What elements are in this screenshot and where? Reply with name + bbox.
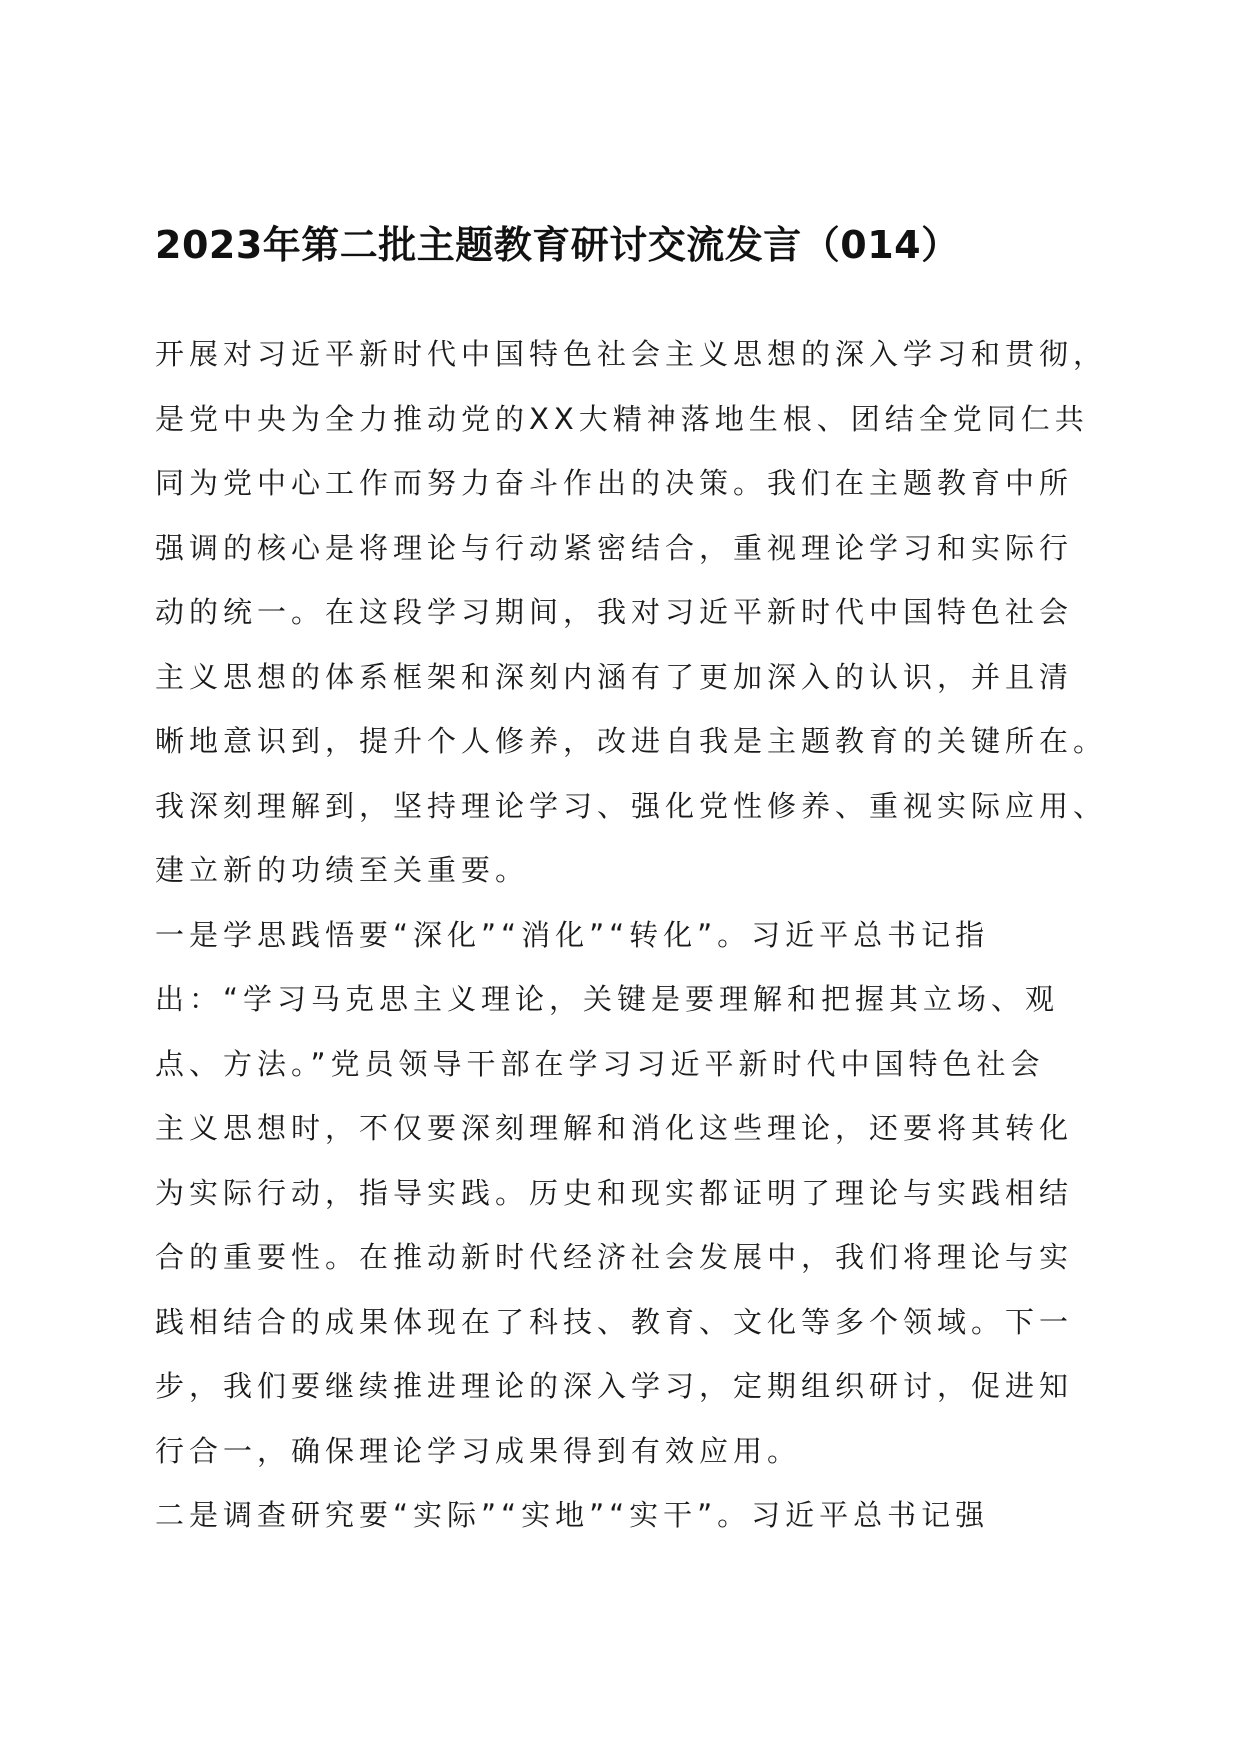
- text-line: 二是调查研究要“实际”“实地”“实干”。习近平总书记强: [155, 1498, 990, 1532]
- paragraph-point-two: [155, 1483, 1085, 1548]
- text-line: 步，我们要继续推进理论的深入学习，定期组织研讨，促进知: [155, 1369, 1074, 1403]
- text-line: 为实际行动，指导实践。历史和现实都证明了理论与实践相结: [155, 1175, 1074, 1210]
- text-line: 我深刻理解到，坚持理论学习、强化党性修养、重视实际应用、: [155, 788, 1108, 823]
- text-line: 强调的核心是将理论与行动紧密结合，重视理论学习和实际行: [155, 530, 1074, 565]
- text-line: 合的重要性。在推动新时代经济社会发展中，我们将理论与实: [155, 1240, 1074, 1274]
- text-line: 动的统一。在这段学习期间，我对习近平新时代中国特色社会: [155, 595, 1074, 629]
- text-line: 出：“学习马克思主义理论，关键是要理解和把握其立场、观: [155, 982, 1060, 1016]
- text-line: 建立新的功绩至关重要。: [155, 853, 530, 887]
- text-line: 开展对习近平新时代中国特色社会主义思想的深入学习和贯彻，: [155, 337, 1108, 371]
- text-line: 主义思想的体系框架和深刻内涵有了更加深入的认识，并且清: [155, 659, 1074, 694]
- text-line: 一是学思践悟要“深化”“消化”“转化”。习近平总书记指: [155, 917, 990, 952]
- text-line: 是党中央为全力推动党的XX大精神落地生根、团结全党同仁共: [155, 401, 1089, 436]
- text-line: 晰地意识到，提升个人修养，改进自我是主题教育的关键所在。: [155, 724, 1108, 758]
- paragraph-intro: [155, 322, 1108, 903]
- document-body: [155, 322, 1108, 1548]
- document-title: 2023年第二批主题教育研讨交流发言（014）: [155, 223, 960, 267]
- paragraph-point-one: [155, 903, 1085, 1484]
- text-line: 行合一，确保理论学习成果得到有效应用。: [155, 1433, 802, 1468]
- text-line: 同为党中心工作而努力奋斗作出的决策。我们在主题教育中所: [155, 466, 1074, 500]
- text-line: 点、方法。”党员领导干部在学习习近平新时代中国特色社会: [155, 1046, 1045, 1081]
- text-line: 主义思想时，不仅要深刻理解和消化这些理论，还要将其转化: [155, 1111, 1074, 1145]
- text-line: 践相结合的成果体现在了科技、教育、文化等多个领域。下一: [155, 1304, 1074, 1339]
